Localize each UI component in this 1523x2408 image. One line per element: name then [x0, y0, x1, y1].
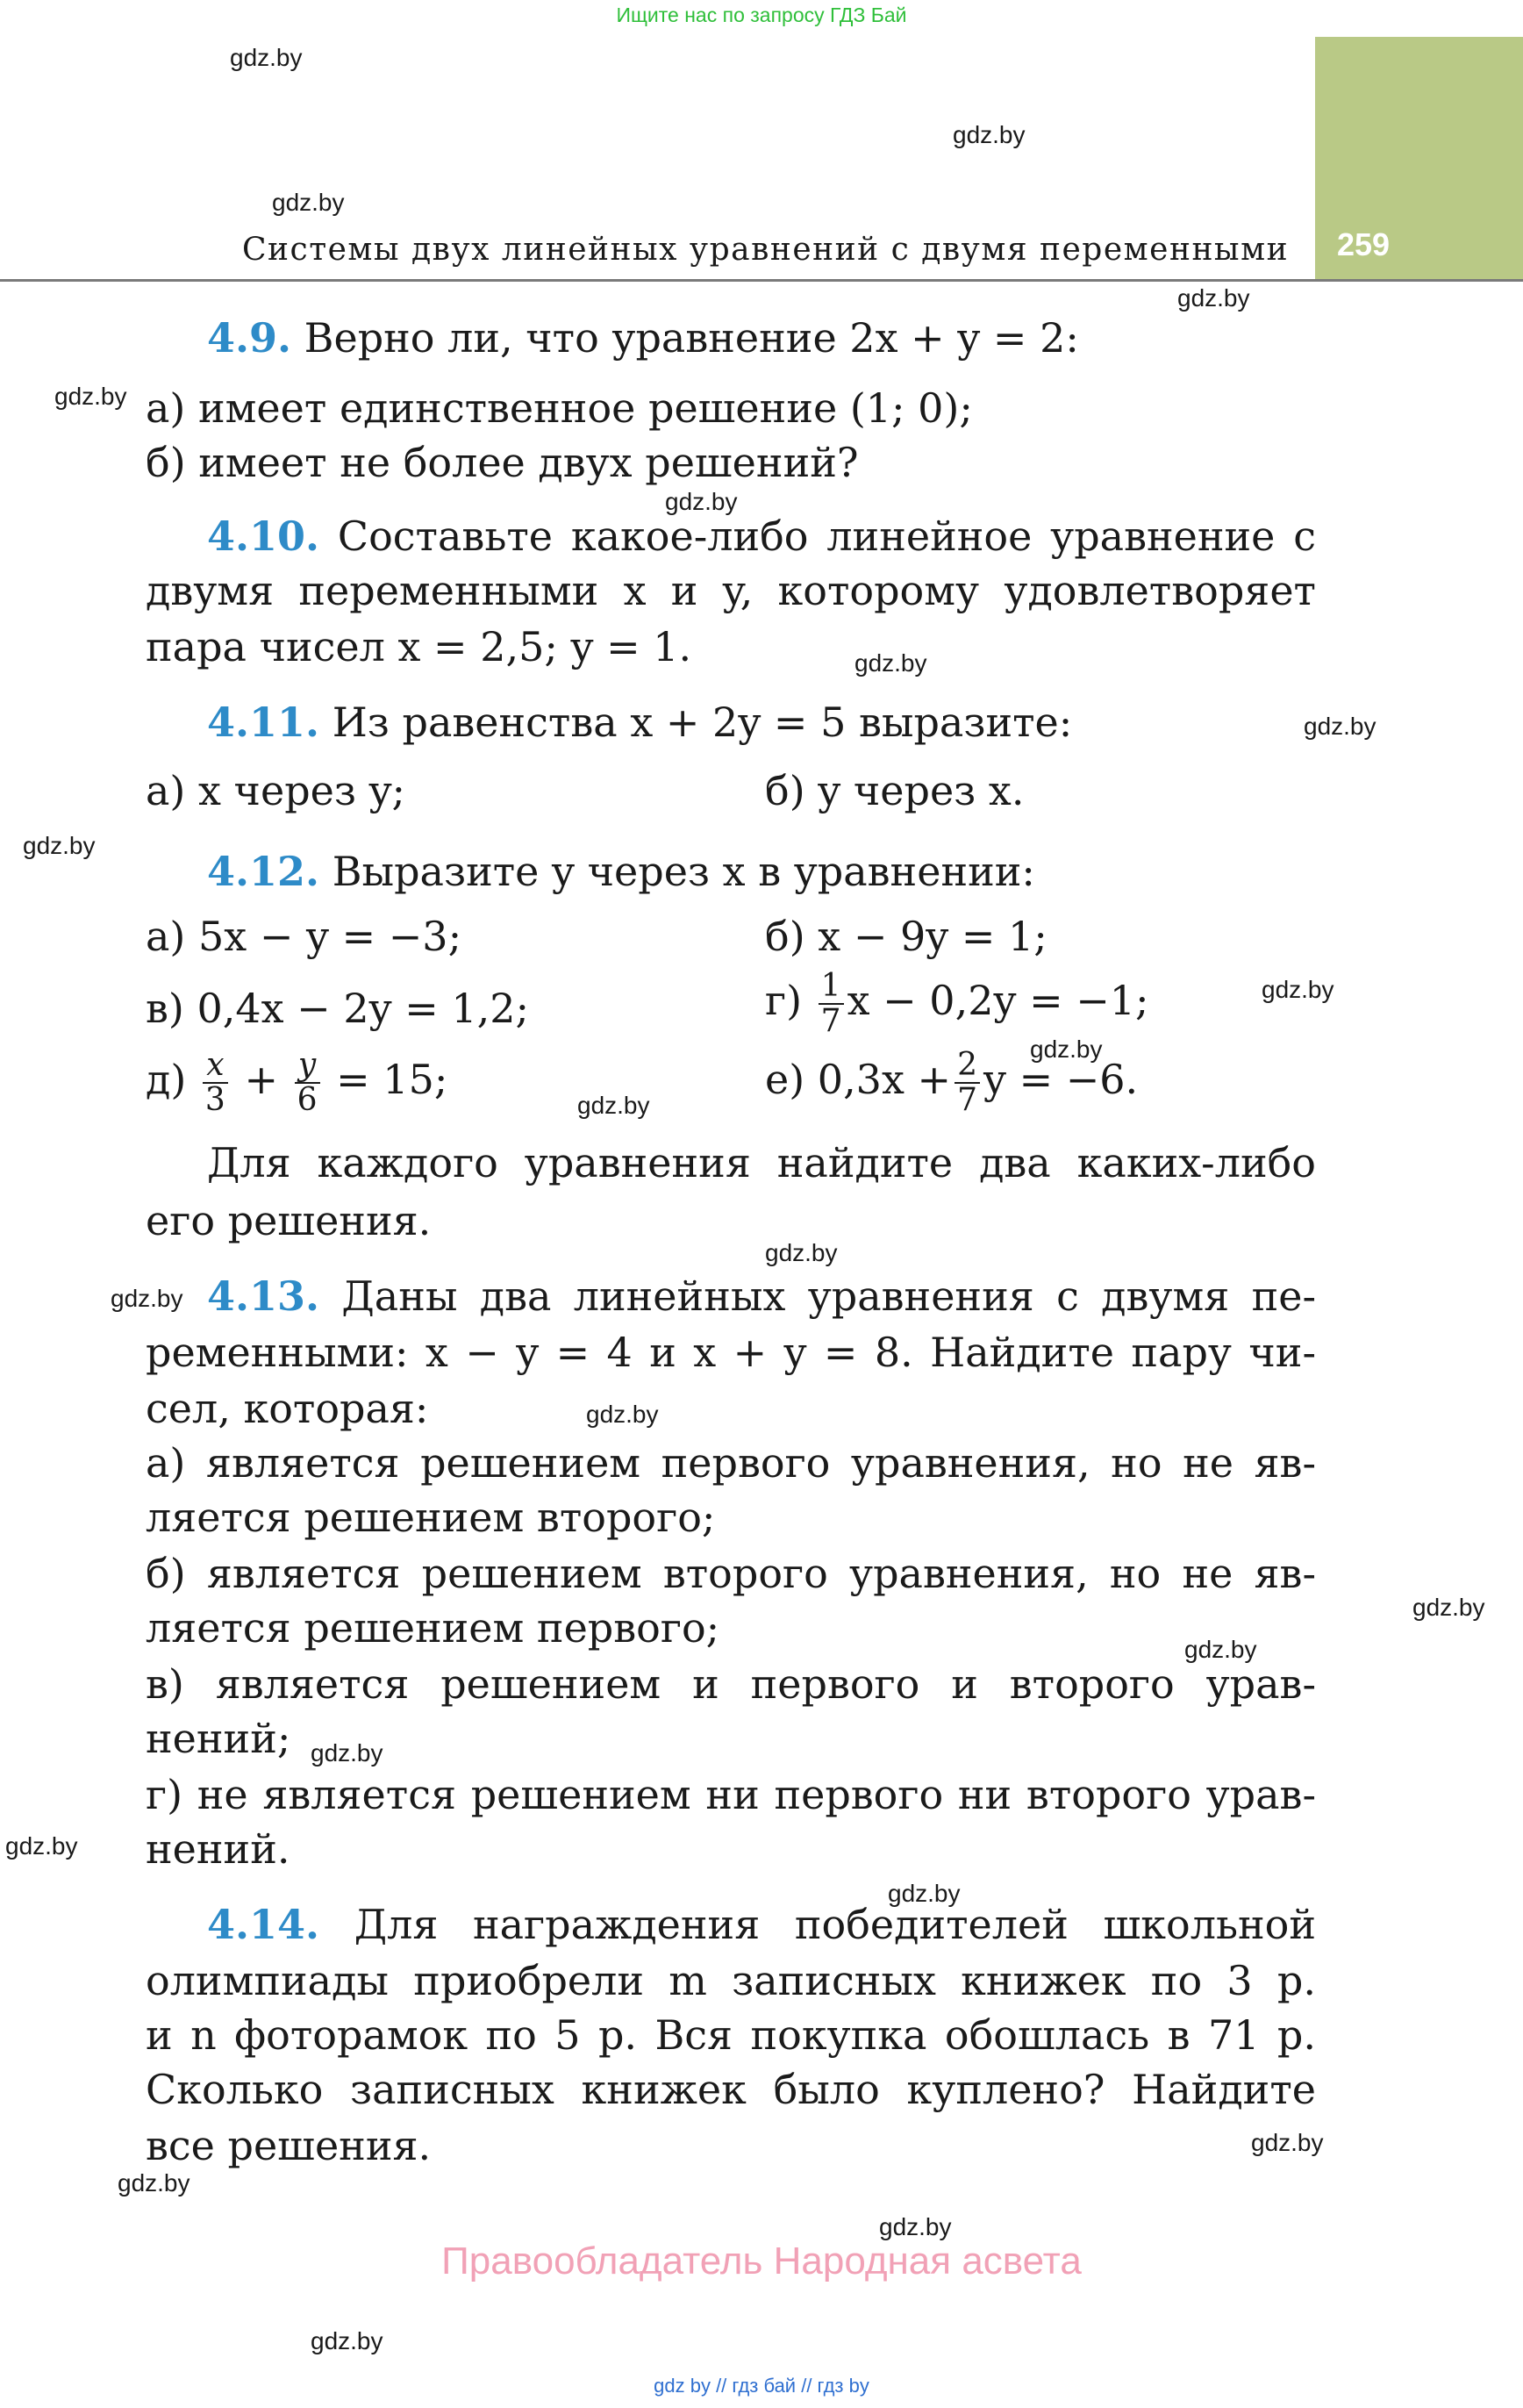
problem-4-12-a: а) 5x − y = −3;	[146, 913, 462, 960]
problem-4-12-v: в) 0,4x − 2y = 1,2;	[146, 985, 530, 1032]
problem-4-13-c-line1: в) является решением и первого и второго урав-	[146, 1660, 1316, 1708]
item-label: д)	[146, 1056, 187, 1103]
problem-4-10-line2: двумя переменными x и y, которому удовлетворяет	[146, 567, 1316, 614]
problem-number: 4.11.	[207, 699, 320, 746]
problem-4-9-a: а) имеет единственное решение (1; 0);	[146, 384, 973, 432]
watermark: gdz.by	[879, 2213, 952, 2240]
problem-text: Выразите y через x в уравнении:	[332, 848, 1035, 895]
problem-4-13-line2: ременными: x − y = 4 и x + y = 8. Найдите пару чи-	[146, 1329, 1316, 1376]
fraction	[819, 970, 844, 1038]
equation-rest: x − 0,2y = −1;	[847, 977, 1149, 1024]
watermark: gdz.by	[5, 1832, 78, 1860]
problem-4-11-b: б) y через x.	[765, 767, 1025, 814]
problem-text: Для награждения победителей школьной	[354, 1901, 1317, 1948]
problem-text: Даны два линейных уравнения с двумя пе-	[341, 1272, 1317, 1320]
watermark: gdz.by	[1262, 976, 1334, 1003]
problem-4-13-line3: сел, которая:	[146, 1385, 429, 1432]
problem-4-12-e	[765, 1048, 1138, 1117]
problem-number: 4.14.	[207, 1901, 320, 1948]
watermark: gdz.by	[118, 2169, 190, 2197]
fraction	[295, 1049, 320, 1117]
problem-4-12-g	[765, 969, 1149, 1038]
problem-4-9-statement	[207, 314, 1079, 362]
problem-4-14-line3: и n фоторамок по 5 р. Вся покупка обошлась в 71 р.	[146, 2011, 1316, 2059]
problem-4-10-line1	[146, 512, 1316, 560]
watermark: gdz.by	[111, 1285, 183, 1312]
fraction-denominator: 7	[820, 1003, 841, 1039]
fraction-numerator: x	[203, 1049, 228, 1084]
watermark: gdz.by	[230, 44, 303, 71]
header-rule	[0, 279, 1523, 282]
watermark: gdz.by	[953, 121, 1026, 148]
copyright-footer: Правообладатель Народная асвета	[441, 2240, 1082, 2283]
top-banner[interactable]: Ищите нас по запросу ГДЗ Бай	[616, 4, 907, 26]
equation-start: 0,3x +	[817, 1056, 952, 1103]
watermark: gdz.by	[311, 2327, 383, 2354]
page-number: 259	[1337, 226, 1391, 262]
watermark: gdz.by	[586, 1401, 659, 1428]
problem-text: Из равенства x + 2y = 5 выразите:	[332, 699, 1073, 746]
problem-text: Составьте какое-либо линейное уравнение с	[337, 512, 1316, 560]
problem-4-13-b-line1: б) является решением второго уравнения, но не яв-	[146, 1550, 1316, 1597]
watermark: gdz.by	[765, 1239, 838, 1266]
watermark: gdz.by	[1412, 1594, 1485, 1621]
item-label: г)	[765, 977, 803, 1024]
problem-4-13-a-line1: а) является решением первого уравнения, но не яв-	[146, 1439, 1316, 1487]
watermark: gdz.by	[1184, 1636, 1257, 1663]
fraction	[955, 1049, 980, 1117]
fraction-denominator: 3	[204, 1082, 225, 1118]
watermark: gdz.by	[1177, 284, 1250, 312]
watermark: gdz.by	[272, 189, 345, 216]
equation-rest: = 15;	[336, 1056, 448, 1103]
watermark: gdz.by	[1304, 713, 1376, 740]
problem-4-13-d-line2: нений.	[146, 1825, 290, 1873]
problem-number: 4.12.	[207, 848, 320, 895]
problem-4-14-line1	[146, 1901, 1317, 1948]
problem-4-10-line3: пара чисел x = 2,5; y = 1.	[146, 623, 692, 670]
fraction-numerator: 2	[955, 1049, 980, 1084]
fraction-numerator: 1	[819, 970, 844, 1005]
watermark: gdz.by	[54, 383, 127, 410]
watermark: gdz.by	[577, 1092, 650, 1119]
problem-4-12-statement	[207, 848, 1035, 895]
watermark: gdz.by	[23, 832, 96, 859]
problem-number: 4.10.	[207, 512, 320, 560]
problem-4-13-line1	[146, 1272, 1317, 1320]
equation-rest: y = −6.	[983, 1056, 1139, 1103]
problem-4-11-statement	[207, 699, 1073, 746]
problem-4-12-d	[146, 1048, 447, 1117]
watermark: gdz.by	[1030, 1036, 1103, 1063]
chapter-header: Системы двух линейных уравнений с двумя переменными	[242, 232, 1290, 268]
fraction	[203, 1049, 228, 1117]
fraction-numerator: y	[295, 1049, 320, 1084]
plus-sign: +	[244, 1056, 278, 1103]
bottom-links[interactable]: gdz by // гдз бай // гдз by	[654, 2375, 869, 2397]
watermark: gdz.by	[311, 1739, 383, 1767]
problem-4-14-line2: олимпиады приобрели m записных книжек по 3 р.	[146, 1957, 1316, 2004]
fraction-denominator: 7	[957, 1082, 977, 1118]
problem-4-11-a: а) x через y;	[146, 767, 406, 814]
problem-4-12-task-line1: Для каждого уравнения найдите два каких-либо	[207, 1139, 1316, 1186]
problem-number: 4.13.	[207, 1272, 320, 1320]
problem-number: 4.9.	[207, 314, 292, 362]
problem-4-9-b: б) имеет не более двух решений?	[146, 439, 859, 486]
item-label: е)	[765, 1056, 805, 1103]
problem-4-12-task-line2: его решения.	[146, 1197, 432, 1244]
problem-4-12-b: б) x − 9y = 1;	[765, 913, 1048, 960]
problem-4-14-line4: Сколько записных книжек было куплено? Найдите	[146, 2066, 1316, 2113]
problem-4-13-b-line2: ляется решением первого;	[146, 1604, 720, 1652]
problem-4-13-d-line1: г) не является решением ни первого ни второго урав-	[146, 1771, 1316, 1818]
watermark: gdz.by	[665, 488, 738, 515]
watermark: gdz.by	[888, 1880, 961, 1907]
watermark: gdz.by	[854, 649, 927, 677]
fraction-denominator: 6	[297, 1082, 318, 1118]
watermark: gdz.by	[1251, 2129, 1324, 2156]
problem-text: Верно ли, что уравнение 2x + y = 2:	[304, 314, 1079, 362]
problem-4-13-a-line2: ляется решением второго;	[146, 1494, 716, 1541]
problem-4-13-c-line2: нений;	[146, 1715, 291, 1762]
problem-4-14-line5: все решения.	[146, 2122, 432, 2169]
